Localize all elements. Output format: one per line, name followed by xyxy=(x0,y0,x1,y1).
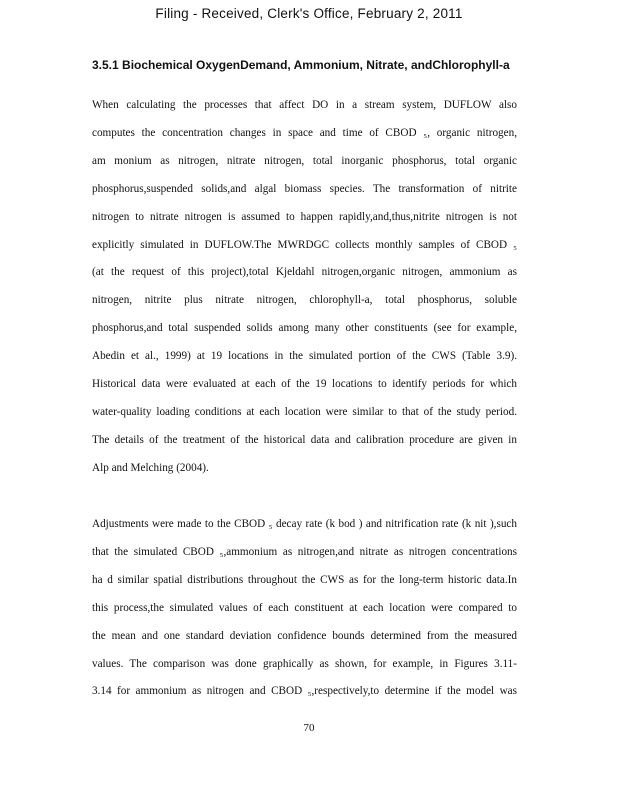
paragraph-line: phosphorus,suspended solids,and algal biomass species. The transformation of nitrite xyxy=(92,182,517,195)
paragraph-line: ha d similar spatial distributions throughout the CWS as for the long-term historic data.In xyxy=(92,573,517,586)
paragraph-line: the mean and one standard deviation confidence bounds determined from the measured xyxy=(92,629,517,642)
paragraph-line: values. The comparison was done graphically as shown, for example, in Figures 3.11- xyxy=(92,657,517,670)
page-number: 70 xyxy=(303,722,315,734)
paragraph-line: Abedin et al., 1999) at 19 locations in the simulated portion of the CWS (Table 3.9). xyxy=(92,350,517,363)
paragraph-line: that the simulated CBOD ₅,ammonium as nitrogen,and nitrate as nitrogen concentrations xyxy=(92,545,517,558)
paragraph-line: Alp and Melching (2004). xyxy=(92,461,209,474)
paragraph-line: Adjustments were made to the CBOD ₅ decay rate (k bod ) and nitrification rate (k nit ),such xyxy=(92,518,517,530)
paragraph-line: computes the concentration changes in space and time of CBOD ₅, organic nitrogen, xyxy=(92,126,517,139)
paragraph-line: phosphorus,and total suspended solids among many other constituents (see for example, xyxy=(92,322,517,335)
paragraph-line: When calculating the processes that affect DO in a stream system, DUFLOW also xyxy=(92,99,517,111)
paragraph-line: The details of the treatment of the historical data and calibration procedure are given in xyxy=(92,433,517,446)
filing-header: Filing - Received, Clerk's Office, February 2, 2011 xyxy=(155,6,463,21)
paragraph-line: Historical data were evaluated at each of the 19 locations to identify periods for which xyxy=(92,378,517,391)
paragraph-line: (at the request of this project),total Kjeldahl nitrogen,organic nitrogen, ammonium as xyxy=(92,266,517,279)
paragraph-1 xyxy=(92,92,517,483)
paragraph-line: this process,the simulated values of each constituent at each location were compared to xyxy=(92,601,517,614)
paragraph-line: am monium as nitrogen, nitrate nitrogen, total inorganic phosphorus, total organic xyxy=(92,154,517,167)
paragraph-line: nitrogen, nitrite plus nitrate nitrogen, chlorophyll-a, total phosphorus, soluble xyxy=(92,294,517,307)
paragraph-2 xyxy=(92,511,517,706)
paragraph-line: explicitly simulated in DUFLOW.The MWRDGC collects monthly samples of CBOD ₅ xyxy=(92,238,517,251)
paragraph-line: water-quality loading conditions at each location were similar to that of the study period. xyxy=(92,405,517,418)
section-heading: 3.5.1 Biochemical OxygenDemand, Ammonium, Nitrate, andChlorophyll-a xyxy=(92,58,510,72)
paragraph-line: 3.14 for ammonium as nitrogen and CBOD ₅,respectively,to determine if the model was xyxy=(92,685,517,698)
paragraph-line: nitrogen to nitrate nitrogen is assumed to happen rapidly,and,thus,nitrite nitrogen is not xyxy=(92,210,517,223)
